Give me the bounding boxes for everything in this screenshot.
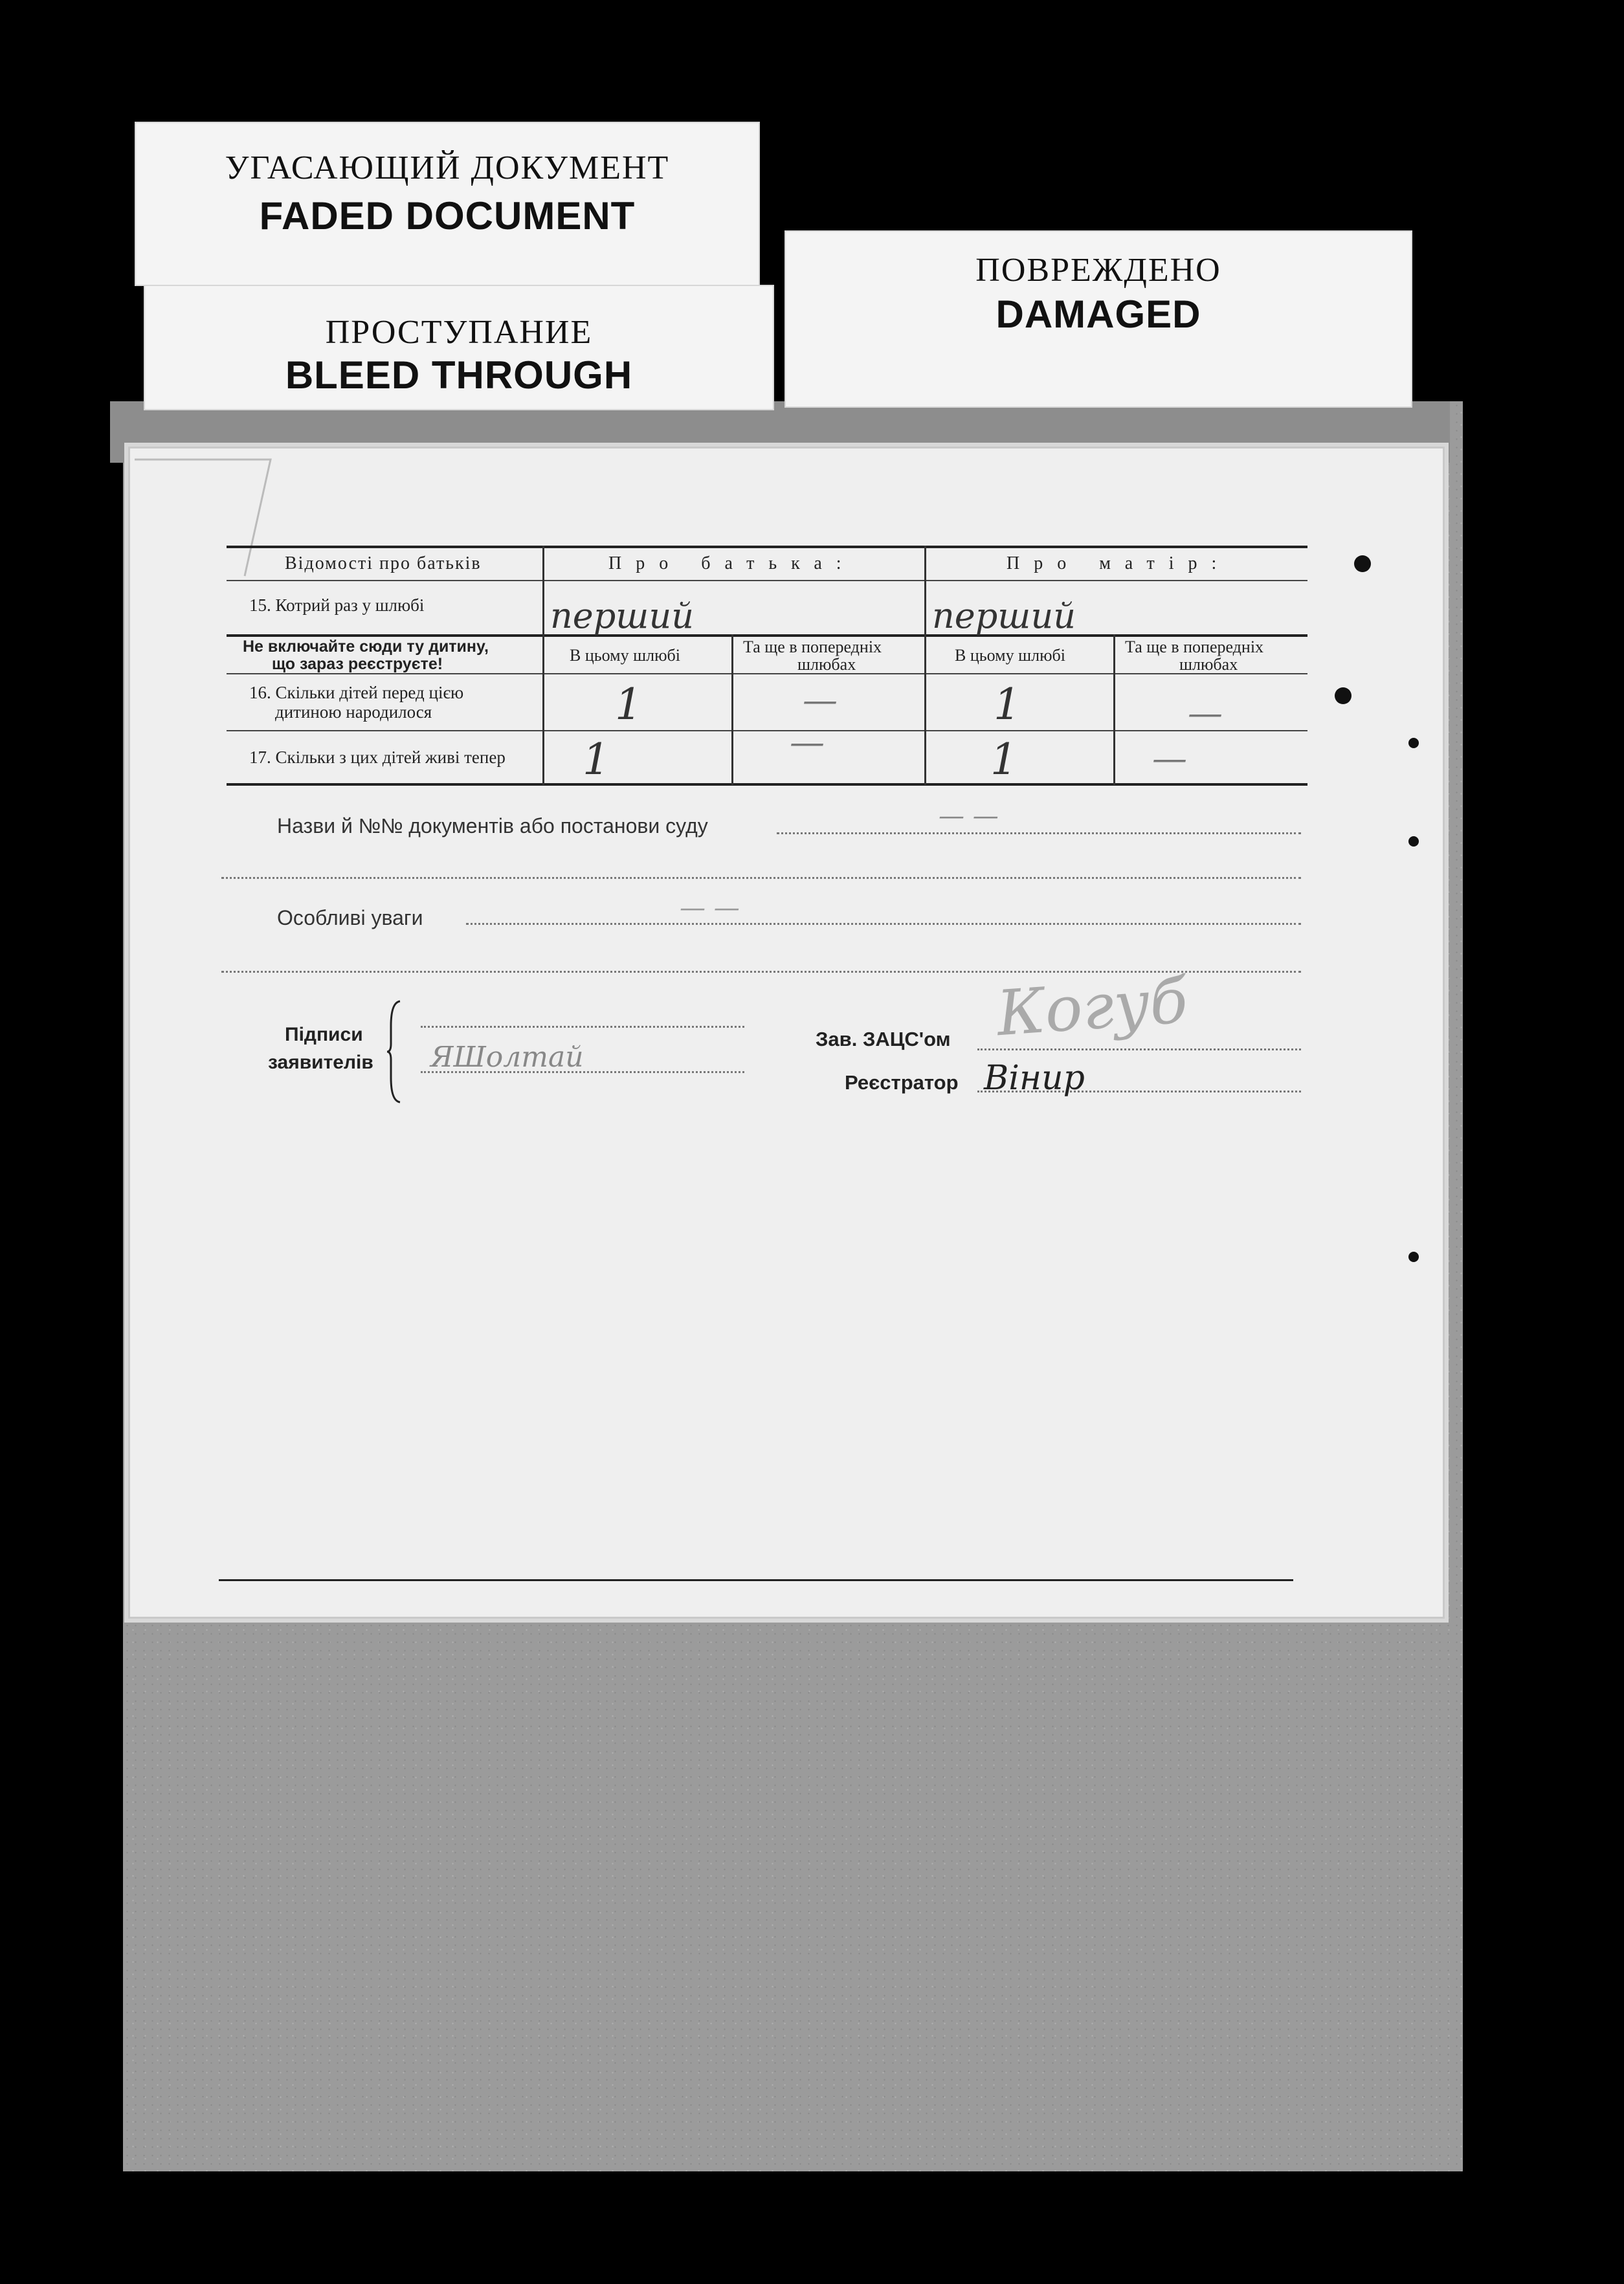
row17-father-prev: — <box>790 722 825 762</box>
applicants-label-2: заявителів <box>268 1052 373 1073</box>
bleed-through-label <box>144 285 774 410</box>
row16-father-prev: — <box>803 680 838 720</box>
applicants-brace <box>387 1000 406 1103</box>
applicants-label-1: Підписи <box>285 1024 363 1045</box>
note-line-1: Не включайте сюди ту дитину, <box>243 638 489 656</box>
table-top-rule <box>227 546 1307 548</box>
registrar-signature: Вінир <box>984 1059 1085 1098</box>
header-father: Про батька: <box>608 553 856 573</box>
folded-corner <box>128 453 284 582</box>
notes-value: — — <box>680 893 740 923</box>
note-line-2: що зараз реєструєте! <box>272 655 443 673</box>
documents-dotted-line <box>777 832 1301 834</box>
mother-prev-header-1: Та ще в попередніх <box>1125 638 1264 656</box>
faded-label-ru: УГАСАЮЩИЙ ДОКУМЕНТ <box>225 150 670 186</box>
form-bottom-rule <box>219 1579 1293 1581</box>
documents-value: — — <box>939 801 999 831</box>
father-prev-header-2: шлюбах <box>797 655 856 674</box>
father-this-marriage-header: В цьому шлюбі <box>570 646 680 665</box>
header-bottom-rule <box>227 580 1307 581</box>
registrar-label: Реєстратор <box>845 1071 959 1094</box>
father-prev-header-1: Та ще в попередніх <box>743 638 882 656</box>
punch-hole <box>1408 1252 1419 1262</box>
head-signature: Когуб <box>994 964 1190 1050</box>
notes-dotted-line <box>466 923 1301 925</box>
col-divider-1 <box>542 546 544 785</box>
mother-prev-header-2: шлюбах <box>1179 655 1238 674</box>
applicant-sign-line-1 <box>421 1026 744 1028</box>
faded-document-label <box>135 122 760 286</box>
head-label: Зав. ЗАЦС'ом <box>816 1028 951 1050</box>
col-divider-2 <box>731 634 733 785</box>
damaged-label <box>784 230 1412 408</box>
bleed-label-ru: ПРОСТУПАНИЕ <box>325 314 593 351</box>
row16-father-this: 1 <box>615 680 642 729</box>
row16-mother-prev: — <box>1188 693 1223 733</box>
head-sign-line <box>977 1048 1301 1050</box>
documents-label: Назви й №№ документів або постанови суду <box>277 814 708 837</box>
row15-bottom-rule <box>227 634 1307 637</box>
header-col1: Відомості про батьків <box>285 553 482 573</box>
row16-label-1: 16. Скільки дітей перед цією <box>249 683 464 702</box>
header-mother: Про матір: <box>1007 553 1231 573</box>
table-bottom-rule <box>227 783 1307 786</box>
row15-label: 15. Котрий раз у шлюбі <box>249 595 425 615</box>
row16-label-2: дитиною народилося <box>275 702 432 722</box>
documents-dotted-line-2 <box>221 877 1301 879</box>
row15-mother-value: перший <box>932 595 1076 636</box>
notes-label: Особливі уваги <box>277 906 423 929</box>
damaged-label-en: DAMAGED <box>996 293 1201 336</box>
row17-label: 17. Скільки з цих дітей живі тепер <box>249 748 506 767</box>
mother-this-marriage-header: В цьому шлюбі <box>955 646 1065 665</box>
applicant-signature: ЯШолтай <box>430 1041 584 1074</box>
punch-hole <box>1408 836 1419 847</box>
row17-mother-this: 1 <box>990 735 1018 784</box>
bleed-label-en: BLEED THROUGH <box>285 353 633 397</box>
punch-hole <box>1408 738 1419 748</box>
damaged-label-ru: ПОВРЕЖДЕНО <box>975 252 1221 289</box>
punch-hole <box>1354 555 1371 572</box>
row17-father-this: 1 <box>583 735 610 784</box>
row17-mother-prev: — <box>1152 738 1187 779</box>
row15-father-value: перший <box>550 595 695 636</box>
row16-mother-this: 1 <box>994 680 1021 729</box>
col-divider-3 <box>924 546 926 785</box>
punch-hole <box>1335 687 1351 704</box>
col-divider-4 <box>1113 634 1115 785</box>
row16-bottom-rule <box>227 730 1307 731</box>
faded-label-en: FADED DOCUMENT <box>259 194 636 238</box>
